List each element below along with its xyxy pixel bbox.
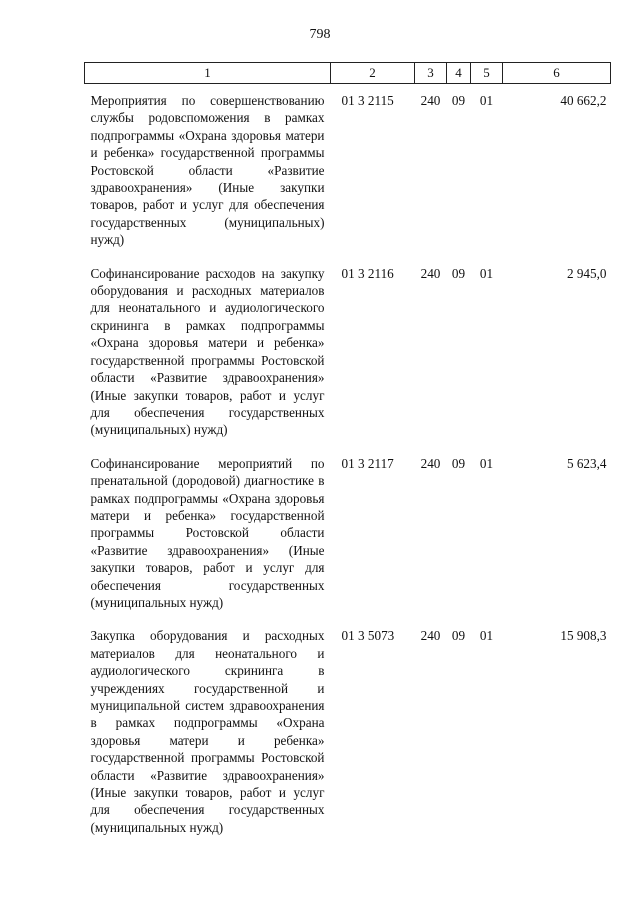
row-expense-type: 240 — [420, 93, 441, 108]
row-subsection: 01 — [479, 455, 494, 471]
row-amount: 5 623,4 — [566, 455, 607, 471]
row-subsection: 01 — [479, 628, 494, 644]
table-row — [85, 451, 611, 624]
row-amount: 15 908,3 — [560, 628, 607, 644]
row-amount: 40 662,2 — [560, 93, 607, 108]
row-target-code: 01 3 2117 — [341, 455, 394, 471]
table-header-row — [85, 63, 611, 84]
row-expense-type: 240 — [420, 628, 441, 644]
page-number: 798 — [309, 27, 331, 42]
row-section: 09 — [451, 455, 466, 471]
column-header: 4 — [447, 63, 471, 84]
row-target-code: 01 3 2115 — [341, 93, 394, 108]
row-section: 09 — [451, 93, 466, 108]
table-row — [85, 261, 611, 451]
budget-table — [84, 62, 611, 848]
table-row — [85, 623, 611, 848]
row-description: Мероприятия по совершенствованию службы родовспоможения в рамках подпрограммы «Охрана здоровья матери и ребенка» государственной программы Ростовской области «Развитие здравоохранения» (Иные закупки товаров, работ и услуг для обеспечения государственных (муниципальных) нужд) — [90, 93, 325, 248]
row-description: Софинансирование мероприятий по пренатальной (дородовой) диагностике в рамках подпрограммы «Охрана здоровья матери и ребенка» государственной программы Ростовской области «Развитие здравоохранения» (Иные закупки товаров, работ и услуг для обеспечения государственных (муниципальных нужд) — [90, 455, 325, 610]
row-expense-type: 240 — [420, 265, 441, 281]
table-row — [85, 84, 611, 261]
row-description: Софинансирование расходов на закупку оборудования и расходных материалов для неонатального и аудиологического скрининга в рамках подпрограммы «Охрана здоровья матери и ребенка» государственной программы Ростовской области «Развитие здравоохранения» (Иные закупки товаров, работ и услуг для обеспечения государственных (муниципальных) нужд) — [90, 265, 325, 438]
row-section: 09 — [451, 265, 466, 281]
column-header: 3 — [415, 63, 447, 84]
column-header: 1 — [85, 63, 331, 84]
row-subsection: 01 — [479, 265, 494, 281]
row-subsection: 01 — [479, 93, 494, 108]
row-expense-type: 240 — [420, 455, 441, 471]
row-description: Закупка оборудования и расходных материалов для неонатального и аудиологического скрининга в учреждениях государственной и муниципальной систем здравоохранения в рамках подпрограммы «Охрана здоровья матери и ребенка» государственной программы Ростовской области «Развитие здравоохранения» (Иные закупки товаров, работ и услуг для обеспечения государственных (муниципальных нужд) — [90, 628, 325, 835]
row-target-code: 01 3 2116 — [341, 265, 394, 281]
row-section: 09 — [451, 628, 466, 644]
row-amount: 2 945,0 — [566, 265, 607, 281]
column-header: 5 — [471, 63, 503, 84]
column-header: 6 — [503, 63, 611, 84]
row-target-code: 01 3 5073 — [341, 628, 395, 644]
column-header: 2 — [331, 63, 415, 84]
